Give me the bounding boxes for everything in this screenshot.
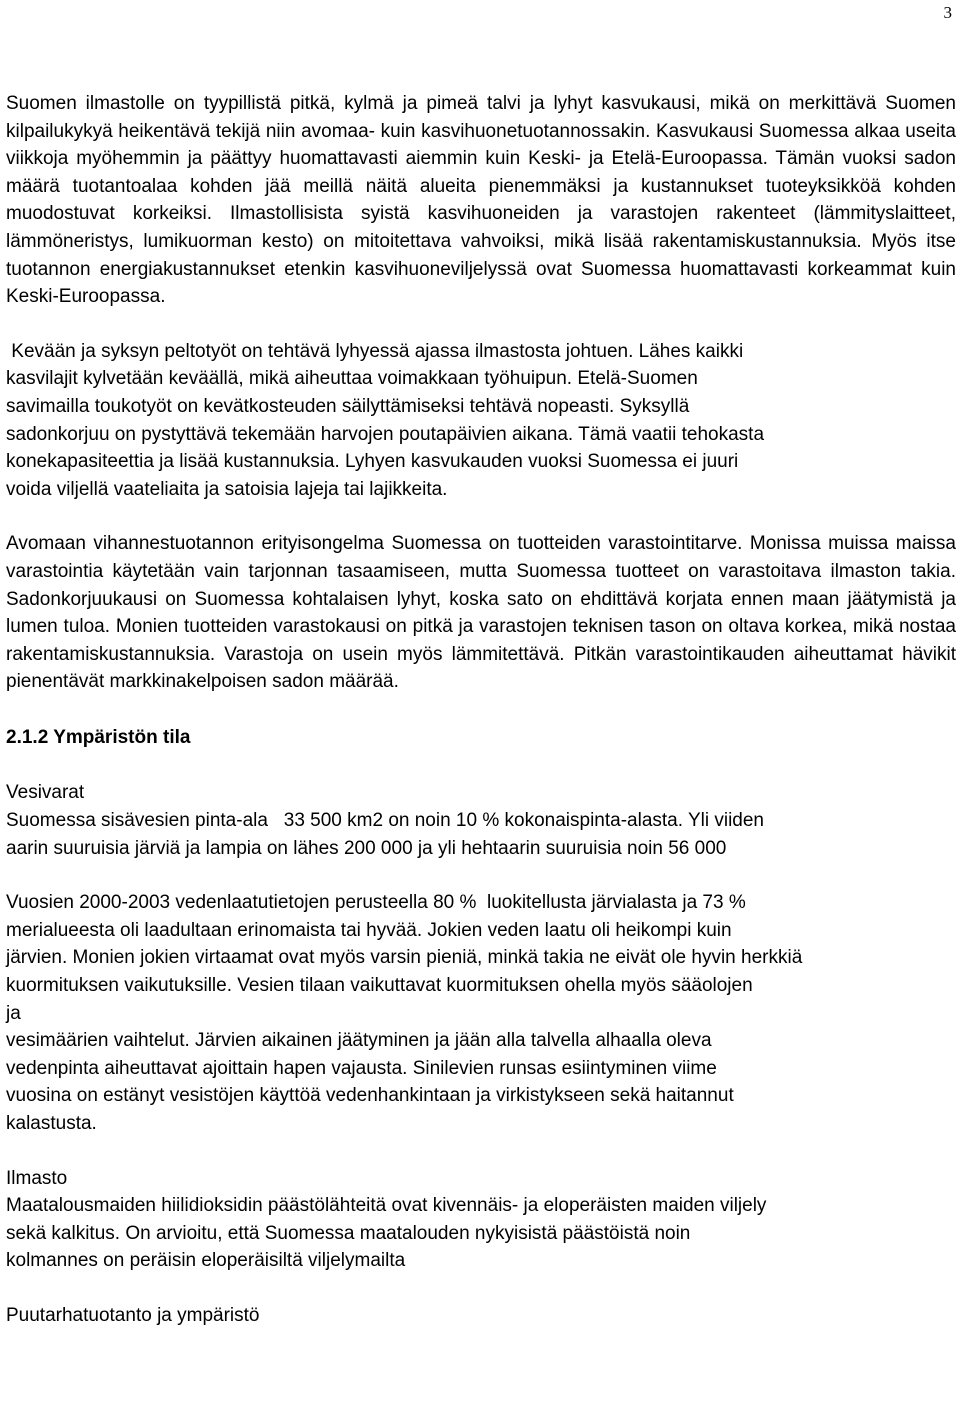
subheading-puutarha: Puutarhatuotanto ja ympäristö xyxy=(6,1304,260,1326)
document-body xyxy=(6,90,956,1330)
paragraph-line: vedenpinta aiheuttavat ajoittain hapen vajausta. Sinilevien runsas esiintyminen viime xyxy=(6,1057,717,1079)
paragraph-line: kasvilajit kylvetään keväällä, mikä aiheuttaa voimakkaan työhuipun. Etelä-Suomen xyxy=(6,368,698,390)
paragraph-climate-emissions xyxy=(6,1192,956,1275)
paragraph-line: Kevään ja syksyn peltotyöt on tehtävä lyhyessä ajassa ilmastosta johtuen. Lähes kaikki xyxy=(6,340,744,362)
section-heading: 2.1.2 Ympäristön tila xyxy=(6,726,191,748)
paragraph-line: konekapasiteettia ja lisää kustannuksia. Lyhyen kasvukauden vuoksi Suomessa ei juuri xyxy=(6,451,739,473)
paragraph-line: Maatalousmaiden hiilidioksidin päästölähteitä ovat kivennäis- ja eloperäisten maiden viljely xyxy=(6,1195,767,1217)
page-number: 3 xyxy=(943,3,952,22)
paragraph-line: aarin suuruisia järviä ja lampia on lähes 200 000 ja yli hehtaarin suuruisia noin 56 000 xyxy=(6,837,727,859)
paragraph-line: Suomessa sisävesien pinta-ala 33 500 km2 on noin 10 % kokonaispinta-alasta. Yli viiden xyxy=(6,810,764,832)
paragraph-line: sadonkorjuu on pystyttävä tekemään harvojen poutapäivien aikana. Tämä vaatii tehokasta xyxy=(6,423,765,445)
paragraph-line: ja xyxy=(6,1002,21,1024)
paragraph-water-quality xyxy=(6,889,956,1137)
paragraph-line: merialueesta oli laadultaan erinomaista tai hyvää. Jokien veden laatu oli heikompi kuin xyxy=(6,919,732,941)
paragraph-line: kuormituksen vaikutuksille. Vesien tilaan vaikuttavat kuormituksen ohella myös sääolojen xyxy=(6,975,753,997)
paragraph-field-work xyxy=(6,338,956,504)
paragraph-line: Vuosien 2000-2003 vedenlaatutietojen perusteella 80 % luokitellusta järvialasta ja 73 % xyxy=(6,892,746,914)
paragraph-line: voida viljellä vaateliaita ja satoisia lajeja tai lajikkeita. xyxy=(6,478,448,500)
paragraph-line: sekä kalkitus. On arvioitu, että Suomessa maatalouden nykyisistä päästöistä noin xyxy=(6,1222,691,1244)
paragraph-water-area xyxy=(6,807,956,862)
paragraph-line: vuosina on estänyt vesistöjen käyttöä vedenhankintaan ja virkistykseen sekä haitannut xyxy=(6,1085,734,1107)
subheading-ilmasto: Ilmasto xyxy=(6,1167,68,1189)
paragraph-line: kolmannes on peräisin eloperäisiltä viljelymailta xyxy=(6,1250,406,1272)
paragraph-line: vesimäärien vaihtelut. Järvien aikainen jäätyminen ja jään alla talvella alhaalla oleva xyxy=(6,1030,712,1052)
paragraph-line: savimailla toukotyöt on kevätkosteuden säilyttämiseksi tehtävä nopeasti. Syksyllä xyxy=(6,395,690,417)
paragraph-climate-intro: Suomen ilmastolle on tyypillistä pitkä, kylmä ja pimeä talvi ja lyhyt kasvukausi, mikä on merkittävä Suomen kilpailukykyä heikentävä tekijä niin avomaa- kuin kasvihuonetuotannossakin. Kasvukausi Suomessa alkaa useita viikkoja myöhemmin ja päättyy huomattavasti aiemmin kuin Keski- ja Etelä-Euroopassa. Tämän vuoksi sadon määrä tuotantoalaa kohden jää meillä näitä alueita pienemmäksi ja kustannukset tuoteyksikköä kohden muodostuvat korkeiksi. Ilmastollisista syistä kasvihuoneiden ja varastojen rakenteet (lämmityslaitteet, lämmöneristys, lumikuorman kesto) on mitoitettava vahvoiksi, mikä lisää rakentamiskustannuksia. Myös itse tuotannon energiakustannukset etenkin kasvihuoneviljelyssä ovat Suomessa huomattavasti korkeammat kuin Keski-Euroopassa. xyxy=(6,93,956,308)
subheading-vesivarat: Vesivarat xyxy=(6,782,85,804)
paragraph-line: kalastusta. xyxy=(6,1113,97,1134)
paragraph-line: järvien. Monien jokien virtaamat ovat myös varsin pieniä, minkä takia ne eivät ole hyvin herkkiä xyxy=(6,947,803,969)
paragraph-storage: Avomaan vihannestuotannon erityisongelma Suomessa on tuotteiden varastointitarve. Monissa muissa maissa varastointia käytetään vain tarjonnan tasaamiseen, mutta Suomessa tuotteet on varastoitava ilmaston takia. Sadonkorjuukausi on Suomessa kohtalaisen lyhyt, koska sato on ehdittävä korjata ennen maan jäätymistä ja lumen tuloa. Monien tuotteiden varastokausi on pitkä ja varastojen teknisen tason on oltava korkea, mikä nostaa rakentamiskustannuksia. Varastoja on usein myös lämmitettävä. Pitkän varastointikauden aiheuttamat hävikit pienentävät markkinakelpoisen sadon määrää. xyxy=(6,533,956,693)
